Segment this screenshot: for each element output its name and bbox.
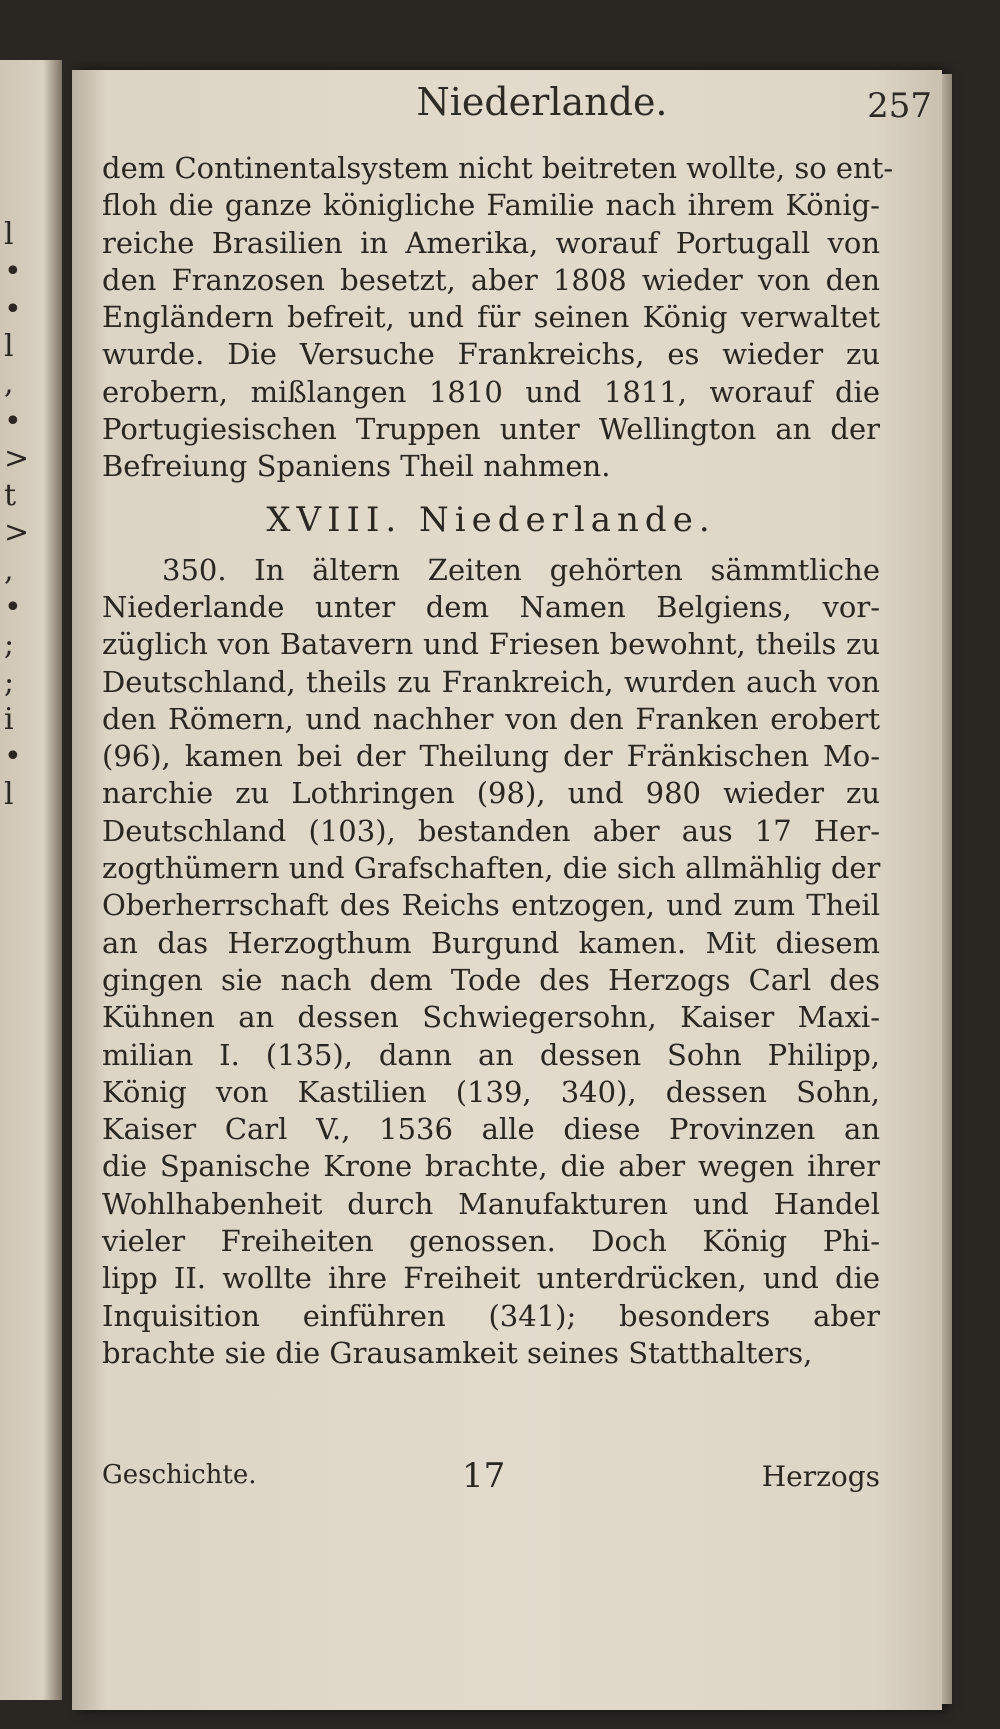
text-line: Deutschland (103), bestanden aber aus 17 Her- — [102, 813, 880, 848]
text-line: züglich von Batavern und Friesen bewohnt, theils zu — [102, 627, 880, 662]
text-line: König von Kastilien (139, 340), dessen Sohn, — [102, 1074, 880, 1109]
margin-letter: , — [4, 552, 14, 588]
text-line: Niederlande unter dem Namen Belgiens, vor- — [102, 589, 880, 624]
margin-letter: • — [4, 291, 22, 327]
margin-letter: > — [4, 515, 30, 551]
margin-letter: ; — [4, 664, 15, 700]
margin-letter: • — [4, 254, 22, 290]
running-head: Niederlande. — [416, 80, 668, 124]
text-line: (96), kamen bei der Theilung der Fränkischen Mo- — [102, 739, 880, 774]
text-line: Befreiung Spaniens Theil nahmen. — [102, 449, 611, 484]
signature-mark: Geschichte. — [102, 1460, 257, 1490]
margin-letter: ; — [4, 627, 15, 663]
margin-letter: l — [4, 328, 14, 364]
left-page-edge — [0, 60, 62, 1700]
text-line: erobern, mißlangen 1810 und 1811, worauf die — [102, 374, 880, 409]
text-line: Kühnen an dessen Schwiegersohn, Kaiser Maxi- — [102, 1000, 880, 1035]
margin-letter: • — [4, 590, 22, 625]
page-body — [102, 150, 894, 1372]
text-line: Engländern befreit, und für seinen König verwaltet — [102, 300, 880, 335]
text-line: reiche Brasilien in Amerika, worauf Portugall von — [102, 225, 880, 260]
section-heading: XVIII. Niederlande. — [266, 499, 716, 540]
text-line: dem Continentalsystem nicht beitreten wollte, so ent- — [102, 151, 894, 185]
margin-letter: l — [4, 217, 14, 252]
paragraph-portugal — [102, 150, 894, 486]
sheet-number: 17 — [462, 1456, 506, 1496]
page-header — [152, 80, 932, 140]
text-line: Wohlhabenheit durch Manufakturen und Handel — [102, 1186, 880, 1221]
margin-letter: t — [4, 478, 17, 514]
text-line: an das Herzogthum Burgund kamen. Mit diesem — [102, 925, 880, 960]
text-line: milian I. (135), dann an dessen Sohn Philipp, — [102, 1037, 880, 1072]
text-line: narchie zu Lothringen (98), und 980 wieder zu — [102, 776, 880, 811]
margin-letter: l — [4, 776, 14, 812]
margin-letter: i — [4, 701, 14, 737]
text-line: gingen sie nach dem Tode des Herzogs Carl des — [102, 962, 880, 997]
margin-letter: > — [4, 440, 30, 476]
text-line: Oberherrschaft des Reichs entzogen, und zum Theil — [102, 888, 880, 923]
text-line: den Franzosen besetzt, aber 1808 wieder von den — [102, 262, 880, 297]
page-number: 257 — [867, 86, 932, 126]
text-line: die Spanische Krone brachte, die aber wegen ihrer — [102, 1149, 880, 1184]
page-stack-edge — [942, 74, 952, 1704]
text-line: Inquisition einführen (341); besonders aber — [102, 1298, 880, 1333]
text-line: 350. In ältern Zeiten gehörten sämmtliche — [162, 552, 880, 587]
text-line: vieler Freiheiten genossen. Doch König Phi- — [102, 1224, 880, 1259]
catchword: Herzogs — [761, 1460, 880, 1493]
text-line: Deutschland, theils zu Frankreich, wurden auch von — [102, 664, 880, 699]
text-line: Kaiser Carl V., 1536 alle diese Provinzen an — [102, 1112, 880, 1147]
page-footer — [102, 1456, 880, 1504]
margin-letter: • — [4, 403, 22, 439]
text-line: wurde. Die Versuche Frankreichs, es wieder zu — [102, 337, 880, 372]
text-line: Portugiesischen Truppen unter Wellington an der — [102, 412, 880, 447]
paragraph-netherlands — [102, 552, 880, 1373]
text-line: brachte sie die Grausamkeit seines Statthalters, — [102, 1335, 813, 1370]
text-line: den Römern, und nachher von den Franken erobert — [102, 701, 880, 736]
text-line: lipp II. wollte ihre Freiheit unterdrücken, und die — [102, 1261, 880, 1296]
text-line: floh die ganze königliche Familie nach ihrem König- — [102, 188, 880, 223]
margin-letter: , — [4, 366, 14, 402]
left-page-margin-letters — [0, 60, 62, 1700]
text-line: zogthümern und Grafschaften, die sich allmählig der — [102, 851, 881, 886]
margin-letter: • — [4, 739, 22, 775]
